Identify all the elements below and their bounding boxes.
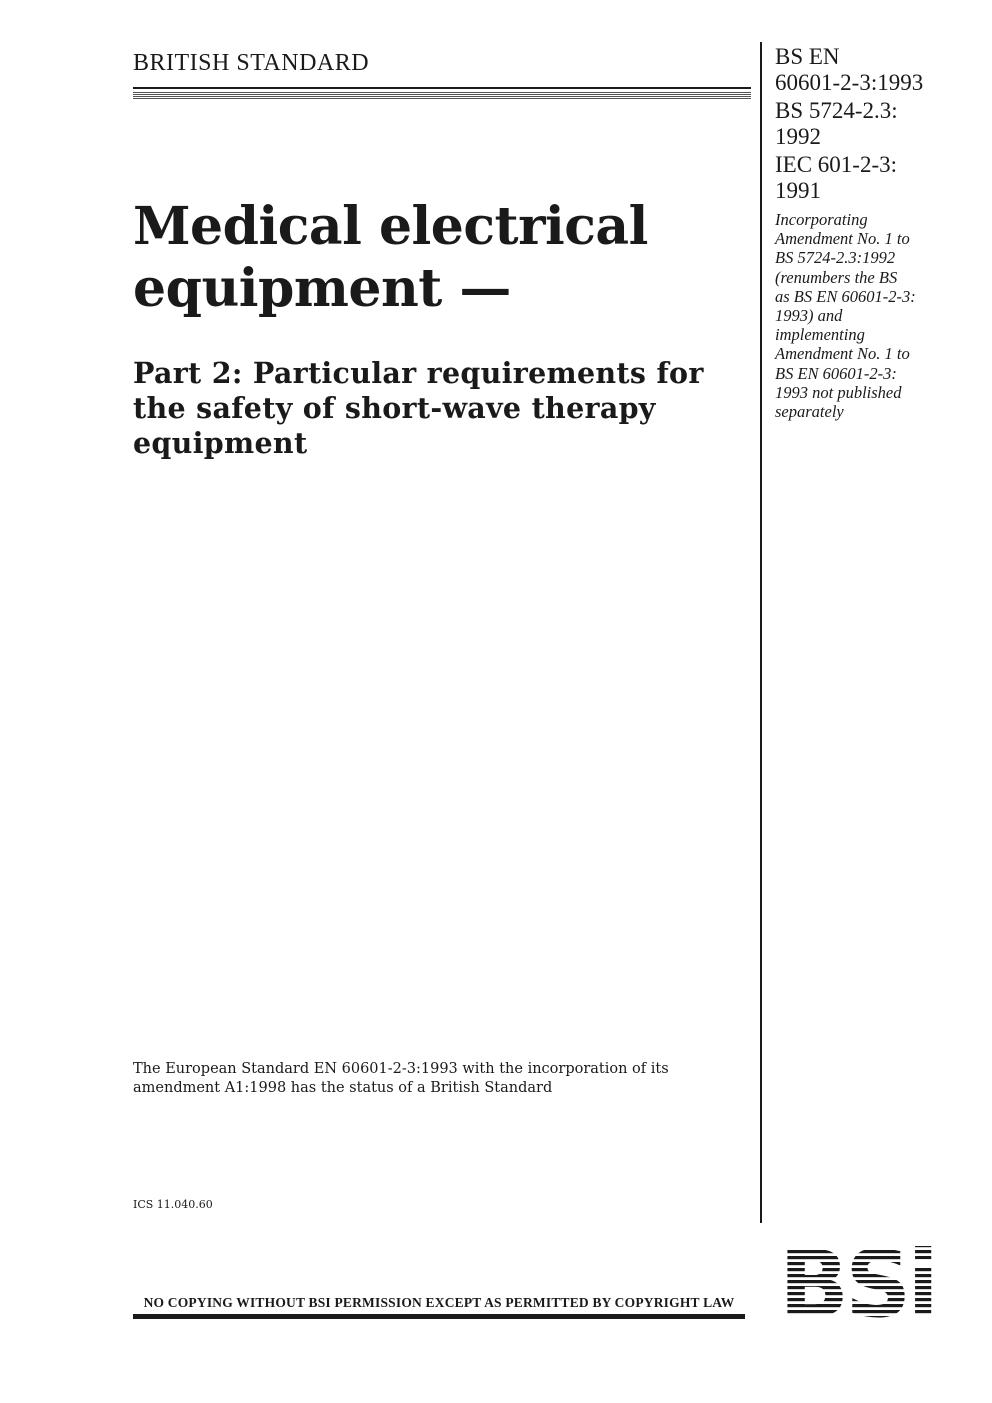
amendment-line: 1993 not published <box>775 382 902 402</box>
standard-number-line: BS 5724-2.3: <box>775 98 898 123</box>
amendment-note <box>775 210 975 421</box>
title-line: Medical electrical <box>133 196 648 257</box>
standard-number-line: 1992 <box>775 124 821 149</box>
amendment-line: Amendment No. 1 to <box>775 229 910 249</box>
header-rule <box>133 87 751 89</box>
amendment-line: (renumbers the BS <box>775 267 898 287</box>
document-subtitle <box>133 356 733 461</box>
amendment-line: BS 5724-2.3:1992 <box>775 248 896 268</box>
standard-number-line: IEC 601-2-3: <box>775 152 898 177</box>
standard-type-label: BRITISH STANDARD <box>133 50 370 76</box>
standard-number-line: BS EN <box>775 44 840 69</box>
standard-number-line: 1991 <box>775 178 821 203</box>
subtitle-line: Part 2: Particular requirements for <box>133 356 704 390</box>
standard-numbers <box>775 44 985 206</box>
standard-number-line: 60601-2-3:1993 <box>775 70 924 95</box>
amendment-line: Incorporating <box>775 210 868 229</box>
amendment-line: 1993) and <box>775 306 843 326</box>
amendment-line: BS EN 60601-2-3: <box>775 363 897 383</box>
document-title <box>133 196 733 320</box>
amendment-line: Amendment No. 1 to <box>775 344 910 364</box>
title-line: equipment — <box>133 258 511 319</box>
column-divider <box>760 42 762 1223</box>
amendment-line: as BS EN 60601-2-3: <box>775 286 916 306</box>
copyright-notice: NO COPYING WITHOUT BSI PERMISSION EXCEPT AS PERMITTED BY COPYRIGHT LAW <box>143 1295 735 1310</box>
footer-rule <box>133 1314 745 1319</box>
status-line: amendment A1:1998 has the status of a British Standard <box>133 1080 553 1096</box>
amendment-line: implementing <box>775 325 865 345</box>
status-line: The European Standard EN 60601-2-3:1993 with the incorporation of its <box>133 1061 669 1077</box>
subtitle-line: equipment <box>133 426 308 460</box>
ics-code: ICS 11.040.60 <box>133 1198 213 1211</box>
amendment-line: separately <box>775 402 844 422</box>
header-hatched-rule <box>133 92 751 99</box>
status-statement <box>133 1060 733 1098</box>
bsi-logo-icon <box>769 1244 946 1322</box>
subtitle-line: the safety of short-wave therapy <box>133 391 656 425</box>
